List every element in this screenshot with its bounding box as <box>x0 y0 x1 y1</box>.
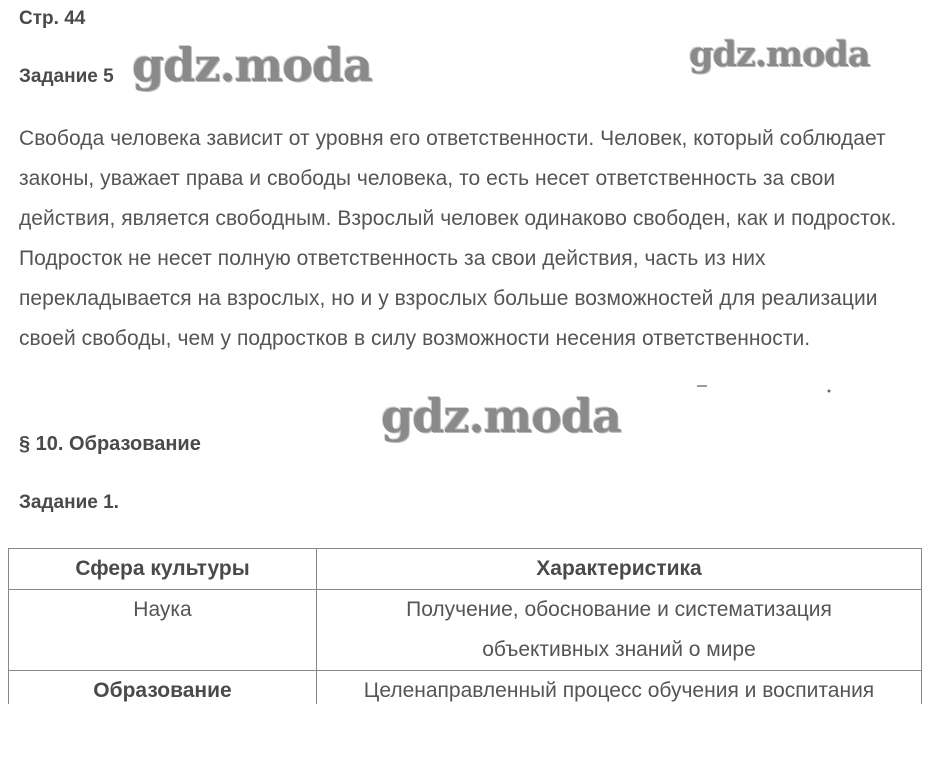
page-number-label: Стр. 44 <box>19 8 86 29</box>
sphere-cell: Наука <box>9 590 317 671</box>
speck-mark <box>828 390 831 393</box>
watermark-logo: gdz.moda <box>689 34 870 75</box>
section-heading: § 10. Образование <box>19 433 201 455</box>
watermark-logo: gdz.moda <box>381 389 621 443</box>
task-5-heading: Задание 5 <box>19 66 114 87</box>
characteristic-cell: Получение, обоснование и систематизация объективных знаний о мире <box>317 590 922 671</box>
task-5-answer-text: Свобода человека зависит от уровня его ответственности. Человек, который соблюдает законы, уважает права и свободы человека, то есть несет ответственность за свои действия, является свободным. Взрослый человек одинаково свободен, как и подросток. Подросток не несет полную ответственность за свои действия, часть из них перекладывается на взрослых, но и у взрослых больше возможностей для реализации своей свободы, чем у подростков в силу возможности несения ответственности. <box>19 127 897 350</box>
column-header-characteristic: Характеристика <box>317 549 922 590</box>
sphere-cell: Образование <box>9 671 317 705</box>
column-header-sphere: Сфера культуры <box>9 549 317 590</box>
characteristic-cell: Целенаправленный процесс обучения и воспитания <box>317 671 922 705</box>
watermark-logo: gdz.moda <box>132 38 372 92</box>
task-1-heading: Задание 1. <box>19 492 119 513</box>
